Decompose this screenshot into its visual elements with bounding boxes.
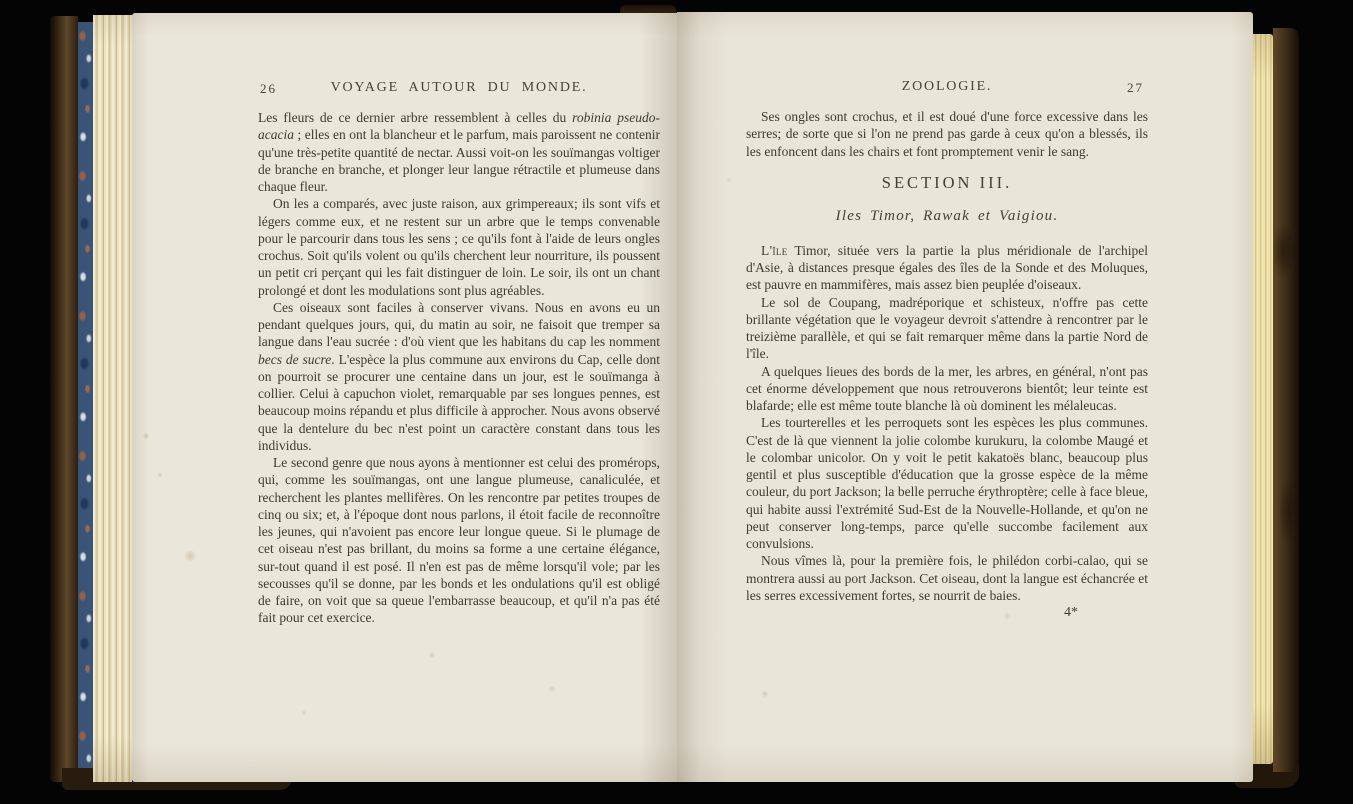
marbled-endpaper-edge (78, 22, 93, 780)
left-page (132, 13, 677, 782)
right-page-body (746, 242, 1148, 604)
section-heading: SECTION III. (881, 172, 1013, 192)
paragraph: L'île Timor, située vers la partie la plus méridionale de l'archipel d'Asie, à distances presque égales des îles de la Sonde et des Moluques, est pauvre en mammifères, mais assez bien peuplée d'oiseaux. (746, 242, 1148, 293)
left-page-body (258, 109, 660, 627)
left-page-number: 26 (260, 81, 277, 96)
right-page-intro (746, 108, 1148, 160)
right-running-title: ZOOLOGIE. (901, 79, 993, 94)
right-page-number: 27 (1127, 80, 1144, 95)
right-leather-cover-edge (1273, 28, 1299, 772)
paragraph: Les fleurs de ce dernier arbre ressemblent à celles du robinia pseudo-acacia ; elles en ont la blancheur et le parfum, mais paroissent ne contenir qu'une très-petite quantité de nectar. Aussi voit-on les souïmangas voltiger de branche en branche, et plonger leur langue rétractile et plumeuse dans chaque fleur. (258, 110, 660, 194)
paragraph: Ses ongles sont crochus, et il est doué d'une force excessive dans les serres; de sorte que si l'on ne prend pas garde à ceux qu'on a blessés, ils les enfoncent dans les chairs et font promptement venir le sang. (746, 109, 1148, 159)
right-page-text-block (746, 79, 1148, 621)
left-leather-cover-edge (50, 16, 78, 782)
right-page-header (746, 79, 1148, 95)
right-page (677, 12, 1253, 782)
paragraph: Le sol de Coupang, madréporique et schisteux, n'offre pas cette brillante végétation que le voyageur devroit s'attendre à rencontrer par le treizième parallèle, et qui se fait remarquer même dans la partie Nord de l'île. (746, 294, 1148, 362)
signature-mark: 4* (1064, 605, 1078, 620)
left-page-header (258, 80, 660, 96)
left-page-edges (93, 15, 132, 782)
paragraph: Les tourterelles et les perroquets sont les espèces les plus communes. C'est de là que viennent la jolie colombe kurukuru, la colombe Maugé et le colombar unicolor. On y voit le petit kakatoës blanc, beaucoup plus gentil et plus susceptible d'éducation que la grosse espèce de la même couleur, du port Jackson; la belle perruche érythroptère; celle à face bleue, qui habite aussi l'extrémité Sud-Est de la Nouvelle-Hollande, et qu'on ne peut conserver long-temps, parce qu'elle succombe facilement aux convulsions. (746, 415, 1148, 551)
left-page-text-block (258, 80, 660, 627)
right-gilt-page-edges (1253, 34, 1273, 764)
paragraph: On les a comparés, avec juste raison, aux grimpereaux; ils sont vifs et légers comme eux, et ne restent sur un arbre que le temps convenable pour le parcourir dans tous les sens ; ce qu'ils font à l'aide de leurs ongles crochus. Soit qu'ils volent ou qu'ils cherchent leur nourriture, ils poussent un petit cri perçant qui les fait distinguer de loin. Le soir, ils ont un chant prolongé et dont les modulations sont plus agréables. (258, 196, 660, 298)
section-subtitle: Iles Timor, Rawak et Vaigiou. (835, 207, 1059, 224)
paragraph: Nous vîmes là, pour la première fois, le philédon corbi-calao, qui se montrera aussi au port Jackson. Cet oiseau, dont la langue est échancrée et les serres excessivement fortes, se nourrit de baies. (746, 553, 1148, 603)
left-running-title: VOYAGE AUTOUR DU MONDE. (330, 80, 588, 95)
paragraph: Ces oiseaux sont faciles à conserver vivans. Nous en avons eu un pendant quelques jours, qui, du matin au soir, ne faisoit que tremper sa langue dans l'eau sucrée : d'où vient que les habitans du cap les nomment becs de sucre. L'espèce la plus commune aux environs du Cap, celle dont on pourroit se procurer une centaine dans un jour, est le souïmanga à collier. Celui à capuchon violet, remarquable par ses longues pennes, est beaucoup moins répandu et plus difficile à approcher. Nous avons observé que la dentelure du bec n'est point un caractère constant dans tous les individus. (258, 299, 660, 453)
paragraph: Le second genre que nous ayons à mentionner est celui des promérops, qui, comme les souïmangas, ont une langue plumeuse, canaliculée, et recherchent les plantes mellifères. On les rencontre par petites troupes de cinq ou six; et, à l'époque dont nous parlons, il étoit facile de reconnoître les jeunes, qui n'avoient pas encore leur longue queue. Si le plumage de cet oiseau n'est pas brillant, du moins sa forme a une certaine élégance, sur-tout quand il est posé. Il n'en est pas de même lorsqu'il vole; par les secousses qu'il se donne, par les bonds et les ondulations qu'il est obligé de faire, on voit que sa queue l'embarrasse beaucoup, et qu'il n'a pas été fait pour cet exercice. (258, 455, 660, 626)
paragraph: A quelques lieues des bords de la mer, les arbres, en général, n'ont pas cet énorme développement que nous retrouverons bientôt; leur teinte est blafarde; elle est même toute blanche là où dominent les mélaleucas. (746, 363, 1148, 413)
